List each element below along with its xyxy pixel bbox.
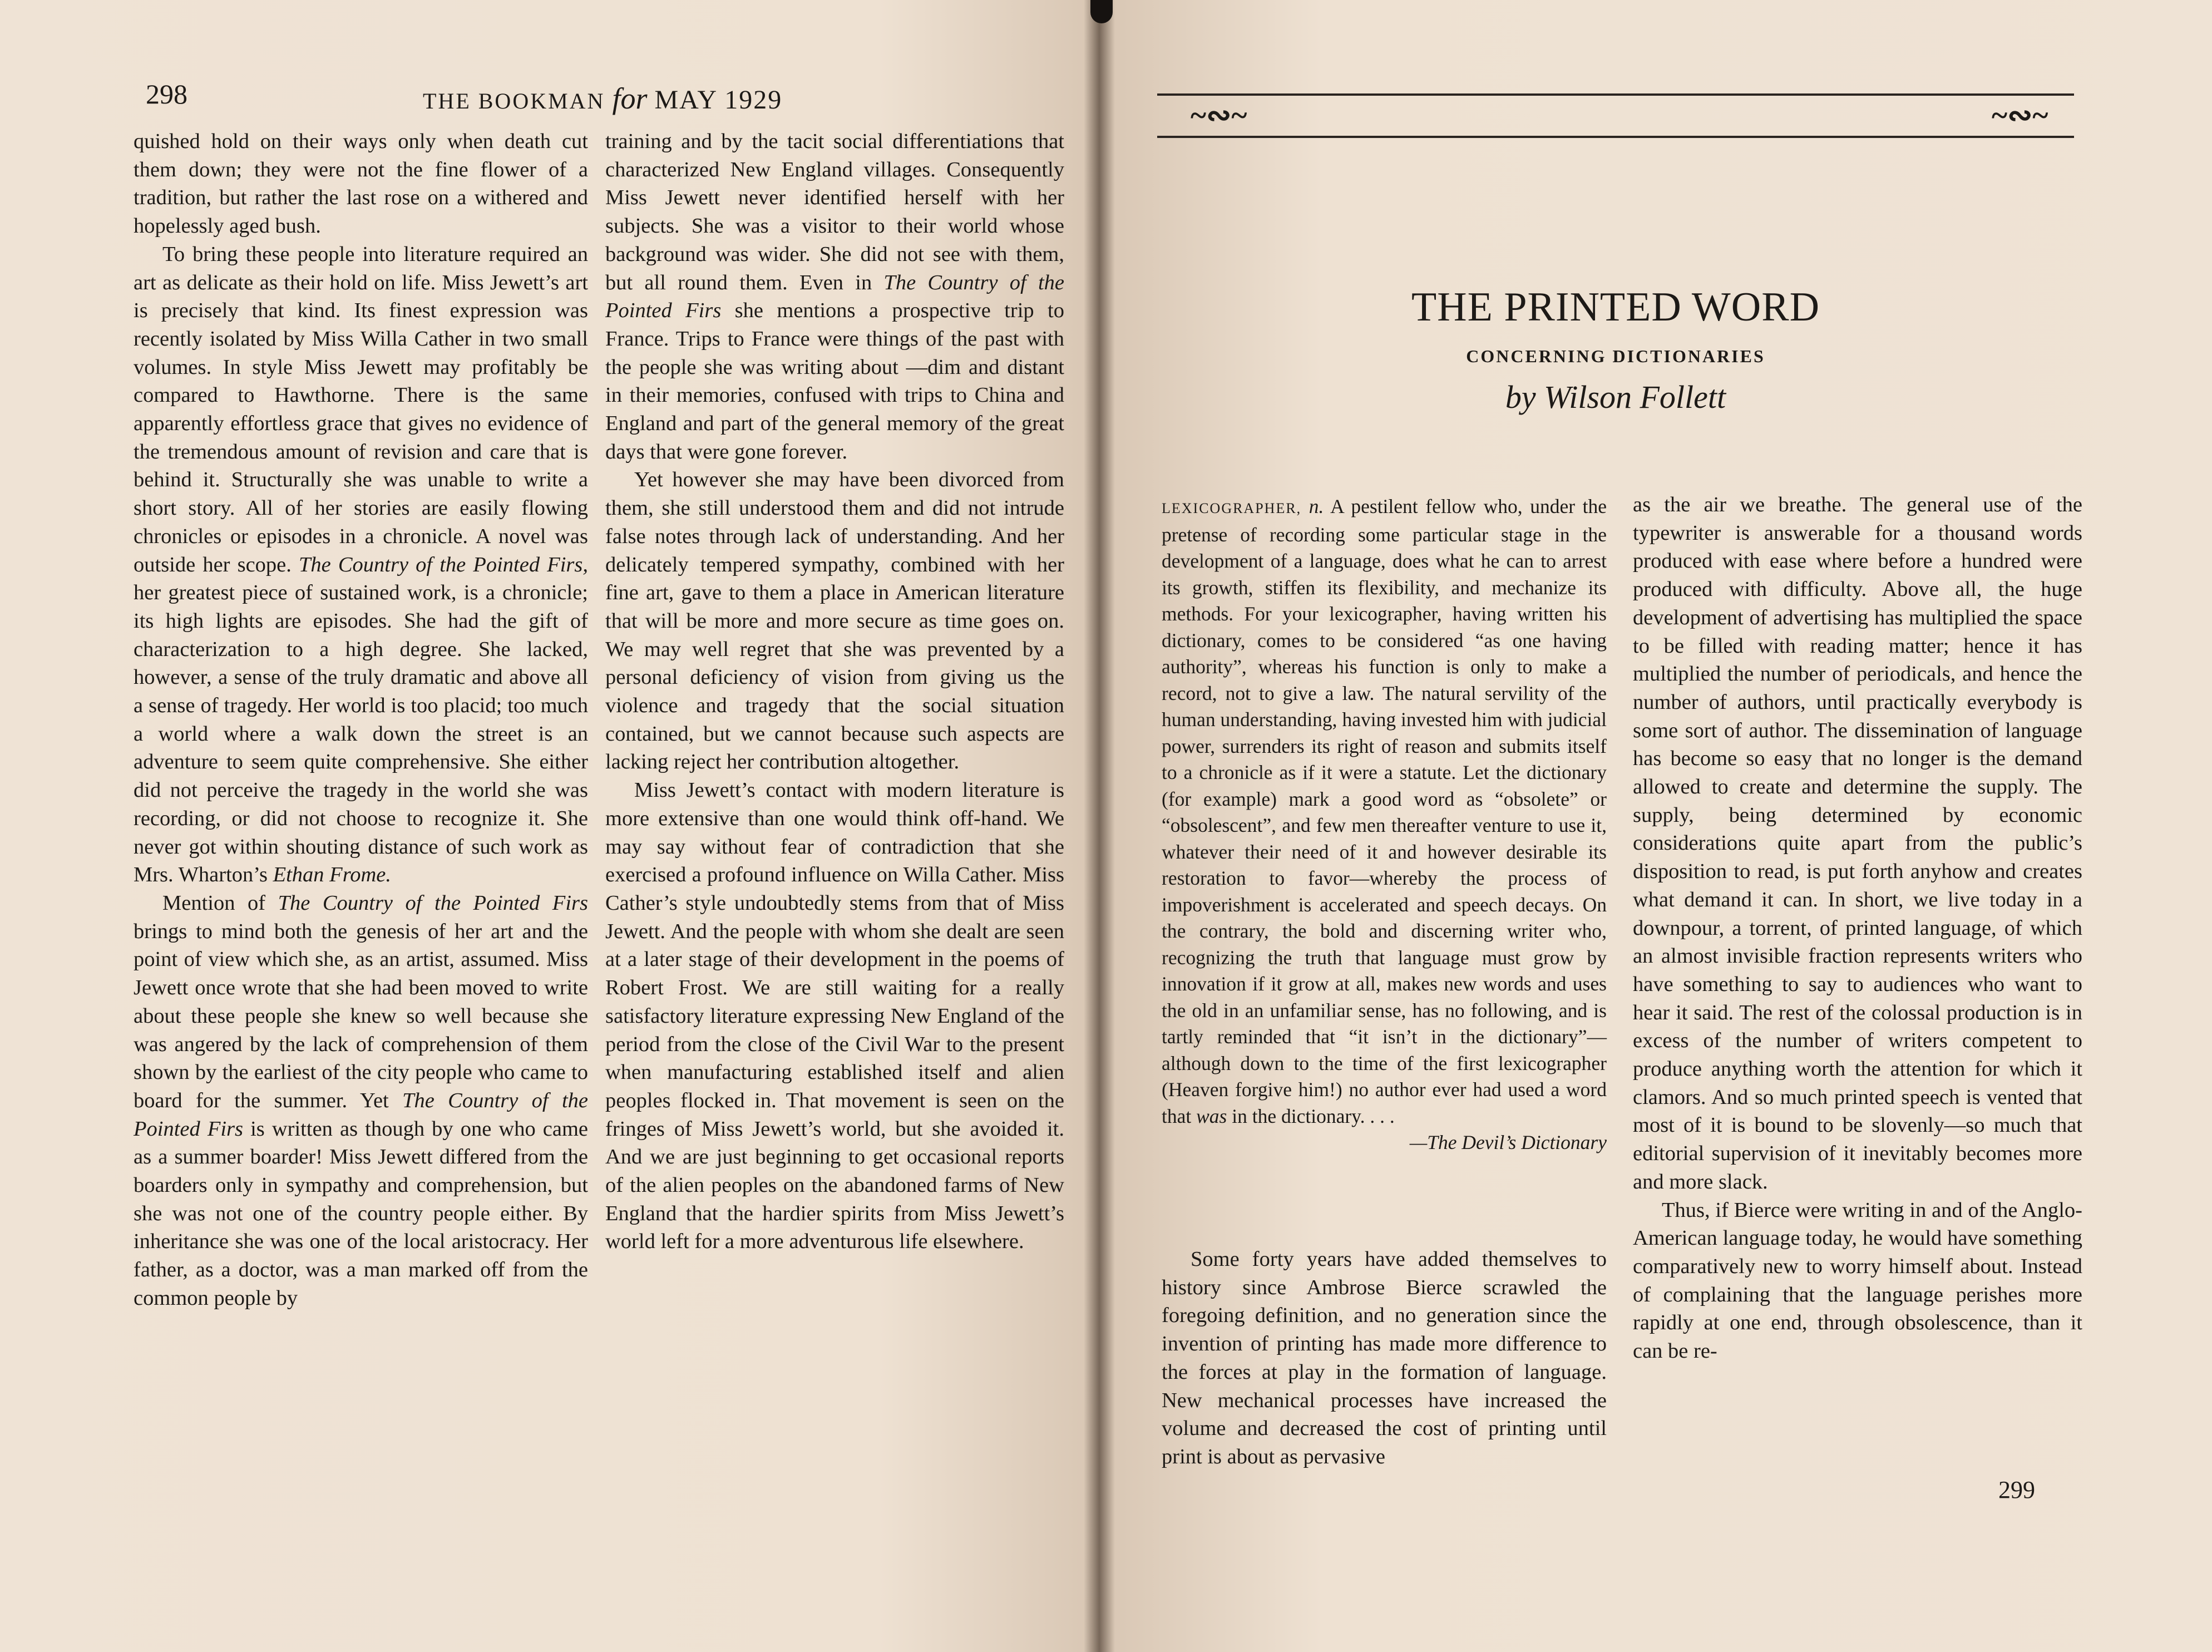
paragraph [1633, 491, 2082, 1196]
italic-run: The Country of the Pointed Firs, [298, 553, 588, 576]
right-column-2 [1633, 491, 2082, 1365]
epigraph [1162, 494, 1607, 1156]
text-run: training and by the tacit social differentiations that characterized New England villages. Consequently Miss Jewett never identified herself with her subjects. She was a visitor to their world whose background was wider. She did not see with them, but all round them. Even in [605, 130, 1064, 294]
top-rule [1157, 93, 2074, 96]
text-run: Thus, if Bierce were writing in and of the Anglo-American language today, he would have something comparatively new to worry himself about. Instead of complaining that the language perishes more rapidly at one end, through obsolescence, than it can be re- [1633, 1198, 2082, 1363]
epigraph-body: A pestilent fellow who, under the pretense of recording some particular stage in the development of a language, does what he can to arrest its growth, stiffen its flexibility, and mechanize its methods. For your lexicographer, having written his dictionary, comes to be considered “as one having authority”, whereas his function is only to make a record, not to give a law. The natural servility of the human understanding, having invested him with judicial power, surrenders its right of reason and submits itself to a chronicle as if it were a statute. Let the dictionary (for example) mark a good word as “obsolete” or “obsolescent”, and few men thereafter venture to use it, whatever their need of it and however desirable its restoration to favor—whereby the process of impoverishment is accelerated and speech decays. On the contrary, the bold and discerning writer who, recognizing the truth that language must grow by innovation if it grow at all, makes new words and uses the old in an unfamiliar sense, has no following, and is tartly reminded that “it isn’t in the dictionary”—although down to the time of the first lexicographer (Heaven forgive him!) no author ever had used a word that [1162, 495, 1607, 1127]
text-run: Some forty years have added themselves to history since Ambrose Bierce scrawled the foregoing definition, and no generation since the invention of printing has made more difference to the forces at play in the formation of language. New mechanical processes have increased the volume and decreased the cost of printing until print is about as pervasive [1162, 1247, 1607, 1468]
epigraph-was: was [1196, 1104, 1227, 1127]
left-ornament: ~∾~ [1191, 98, 1247, 132]
running-head [423, 81, 782, 116]
text-run: brings to mind both the genesis of her art and the point of view which she, as an artist, assumed. Miss Jewett once wrote that she had been moved to write about these people she knew so well because she was angered by the lack of comprehension of them shown by the earliest of the city people who came to board for the summer. Yet [134, 919, 588, 1112]
article-title: THE PRINTED WORD [1411, 284, 1820, 330]
epigraph-pos: n. [1301, 495, 1324, 517]
text-run: she mentions a prospective trip to France. Trips to France were things of the past with the people she was writing about —dim and distant in their memories, confused with trips to China and England and part of the general memory of the great days that were gone forever. [605, 299, 1064, 463]
paragraph [134, 127, 588, 240]
epigraph-end: in the dictionary. . . . [1227, 1104, 1395, 1127]
text-run: her greatest piece of sustained work, is a chronicle; its high lights are episodes. She had the gift of characterization to a high degree. She lacked, however, a sense of the truly dramatic and above all a sense of tragedy. Her world is too placid; too much a world where a walk down the street is an adventure to seem quite comprehensive. She either did not perceive the tragedy in the world she was recording, or did not choose to recognize it. She never got within shouting distance of such work as Mrs. Wharton’s [134, 581, 588, 887]
text-run: as the air we breathe. The general use of the typewriter is answerable for a thousand words produced with ease where before a hundred were produced with difficulty. Above all, the huge development of advertising has multiplied the space to be filled with reading matter; hence it has multiplied the number of periodicals, and hence the number of authors, until practically everybody is some sort of author. The dissemination of language has become so easy that no longer is the demand allowed to create and determine the supply. The supply, being determined by economic considerations quite apart from the public’s disposition to read, is put forth anyhow and creates what demand it can. In short, we live today in a downpour, a torrent, of printed language, of which an almost invisible fraction represents writers who have something to say to audiences who want to hear it said. The rest of the colossal production is in excess of the number of writers competent to produce anything worth the attention for which it clamors. And so much printed speech is vented that most of it is bound to be slovenly—so much that editorial supervision of it inevitably becomes more and more slack. [1633, 493, 2082, 1194]
text-run: Mention of [162, 891, 278, 915]
text-run: Miss Jewett’s contact with modern literature is more extensive than one would think off-hand. We may say without fear of contradiction that she exercised a profound influence on Willa Cather. Miss Cather’s style undoubtedly stems from that of Miss Jewett. And the people with whom she dealt are seen at a later stage of their development in the poems of Robert Frost. We are still waiting for a really satisfactory literature expressing New England of the period from the close of the Civil War to the present when manufacturing established itself and alien peoples flocked in. That movement is seen on the fringes of Miss Jewett’s world, but she avoided it. And we are just beginning to get occasional reports of the alien peoples on the abandoned farms of New England that the hardier spirits from Miss Jewett’s world left for a more adventurous life elsewhere. [605, 778, 1064, 1254]
right-column-1-body [1162, 1245, 1607, 1471]
paragraph [1633, 1196, 2082, 1365]
right-ornament: ~∾~ [1992, 98, 2048, 132]
left-column-1 [134, 127, 588, 1313]
running-head-for: for [612, 82, 648, 115]
paragraph [1162, 1245, 1607, 1471]
paragraph [134, 240, 588, 889]
paragraph [605, 776, 1064, 1256]
paragraph [605, 466, 1064, 776]
italic-run: The Country of the Pointed Firs [605, 270, 1064, 323]
italic-run: Ethan Frome. [273, 863, 392, 887]
binding-shadow [1090, 0, 1113, 23]
article-subtitle: CONCERNING DICTIONARIES [1466, 346, 1765, 366]
epigraph-term: LEXICOGRAPHER, [1162, 500, 1302, 516]
left-page-number: 298 [146, 78, 187, 110]
running-head-date: MAY 1929 [654, 85, 783, 115]
epigraph-text [1162, 494, 1607, 1130]
left-column-2 [605, 127, 1064, 1256]
italic-run: The Country of the Pointed Firs [278, 891, 588, 915]
bottom-rule [1157, 136, 2074, 138]
italic-run: The Country of the Pointed Firs [134, 1088, 588, 1141]
text-run: quished hold on their ways only when death cut them down; they were not the fine flower of a tradition, but rather the last rose on a withered and hopelessly aged bush. [134, 130, 588, 238]
text-run: is written as though by one who came as a summer boarder! Miss Jewett differed from the boarders only in sympathy and comprehension, but she was not one of the country people either. By inheritance she was one of the local aristocracy. Her father, as a doctor, was a man marked off from the common people by [134, 1117, 588, 1310]
article-author: by Wilson Follett [1505, 379, 1726, 415]
book-gutter [1084, 0, 1115, 1652]
paragraph [605, 127, 1064, 466]
running-head-title: THE BOOKMAN [423, 88, 605, 114]
paragraph [134, 889, 588, 1313]
epigraph-attribution: —The Devil’s Dictionary [1409, 1131, 1607, 1153]
text-run: To bring these people into literature required an art as delicate as their hold on life. Miss Jewett’s art is precisely that kind. Its finest expression was recently isolated by Miss Willa Cather in two small volumes. In style Miss Jewett may profitably be compared to Hawthorne. There is the same apparently effortless grace that gives no evidence of the tremendous amount of revision and care that is behind it. Structurally she was unable to write a short story. All of her stories are easily flowing chronicles or episodes in a chronicle. A novel was outside her scope. [134, 242, 588, 576]
right-page-number: 299 [1998, 1476, 2035, 1503]
text-run: Yet however she may have been divorced from them, she still understood them and did not intrude false notes through lack of understanding. And her delicately tempered sympathy, combined with her fine art, gave to them a place in American literature that will be more and more secure as time goes on. We may well regret that she was prevented by a personal deficiency of vision from giving us the violence and tragedy that the social situation contained, but we cannot because such aspects are lacking reject her contribution altogether. [605, 468, 1064, 774]
